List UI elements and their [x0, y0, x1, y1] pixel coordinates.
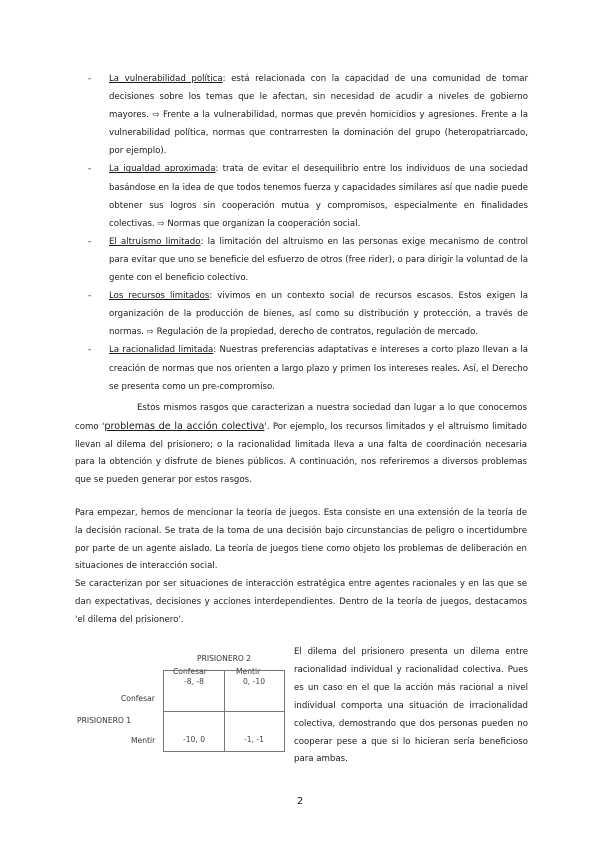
list-item	[88, 70, 528, 160]
paragraph-game-theory: Para empezar, hemos de mencionar la teoría de juegos. Esta consiste en una extensión de la teoría de la decisión racional. Se trata de la toma de una decisión bajo circunstancias de peligro o incertidumbre por parte de un agente aislado. La teoría de juegos tiene como objeto los problemas de deliberación en situaciones de interacción social.	[75, 508, 527, 572]
col-header-confesar: Confesar	[173, 667, 207, 676]
features-list	[88, 70, 528, 396]
grid-divider	[164, 711, 284, 712]
term-description: : está relacionada con la capacidad de una comunidad de tomar decisiones sobre los temas que le afectan, sin necesidad de acudir a niveles de gobierno mayores. ⇨ Frente a la vulnerabilidad, normas que prevén homicidios y agresiones. Frente a la vulnerabilidad política, normas que contrarresten la dominación del grupo (heteropatriarcado, por ejemplo).	[109, 74, 528, 157]
bullet-dash: -	[88, 345, 92, 356]
term: La vulnerabilidad política	[109, 74, 223, 84]
term: La racionalidad limitada	[109, 345, 214, 356]
cell-mentir-confesar: -10, 0	[182, 735, 206, 744]
player2-label: PRISIONERO 2	[197, 654, 252, 663]
cell-mentir-mentir: -1, -1	[244, 735, 264, 744]
term-description: : Nuestras preferencias adaptativas e intereses a corto plazo llevan a la creación de normas que nos orienten a largo plazo y primen los intereses reales. Así, el Derecho se presenta como un pre-compromiso.	[109, 345, 528, 392]
list-item	[88, 233, 528, 287]
term-description: : vivimos en un contexto social de recursos escasos. Estos exigen la organización de la producción de bienes, así como su distribución y protección, a través de normas. ⇨ Regulación de la propiedad, derecho de contratos, regulación de mercado.	[109, 291, 529, 338]
paragraph-collective-action: Estos mismos rasgos que caracterizan a nuestra sociedad dan lugar a lo que conocemos como 'problemas de la acción colectiva'. Por ejemplo, los recursos limitados y el altruismo limitado llevan al dilema del prisionero; o la racionalidad limitada lleva a una falta de coordinación necesaria para la obtención y disfrute de bienes públicos. A continuación, nos referiremos a diversos problemas que se pueden generar por estos rasgos.	[75, 403, 527, 486]
bullet-dash: -	[88, 74, 92, 84]
cell-confesar-mentir: 0, -10	[242, 677, 266, 686]
bullet-dash: -	[88, 291, 92, 302]
term: La igualdad aproximada	[109, 164, 216, 175]
highlight-phrase: problemas de la acción colectiva	[104, 420, 265, 432]
page-number: 2	[296, 796, 304, 807]
list-item	[88, 341, 528, 395]
term-description: : la limitación del altruismo en las personas exige mecanismo de control para evitar que uno se beneficie del esfuerzo de otros (free rider), o para dirigir la voluntad de la gente con el beneficio colectivo.	[109, 236, 529, 284]
payoff-grid	[163, 670, 285, 752]
term-description: : trata de evitar el desequilibrio entre los individuos de una sociedad basándose en la idea de que todos tenemos fuerza y capacidades similares así que nadie puede obtener sus logros sin cooperación mutua y compromisos, especialmente en finalidades colectivas. ⇨ Normas que organizan la cooperación social.	[109, 164, 528, 229]
term: El altruismo limitado	[109, 236, 201, 247]
term: Los recursos limitados	[109, 291, 210, 302]
dilemma-description: El dilema del prisionero presenta un dilema entre racionalidad individual y racionalidad colectiva. Pues es un caso en el que la acción más racional a nivel individual comporta una situación de irracionalidad colectiva, demostrando que dos personas pueden no cooperar pese a que si lo hicieran sería beneficioso para ambas.	[294, 647, 528, 765]
col-header-mentir: Mentir	[236, 667, 261, 676]
row-header-mentir: Mentir	[131, 736, 156, 745]
bullet-dash: -	[88, 236, 92, 247]
list-item	[88, 287, 528, 341]
row-header-confesar: Confesar	[121, 694, 155, 703]
paragraph-characteristics: Se caracterizan por ser situaciones de interacción estratégica entre agentes racionales y en las que se dan expectativas, decisiones y acciones interdependientes. Dentro de la teoría de juegos, destacamos 'el dilema del prisionero'.	[75, 579, 527, 625]
bullet-dash: -	[88, 164, 92, 175]
list-item	[88, 160, 528, 232]
cell-confesar-confesar: -8, -8	[184, 677, 204, 686]
player1-label: PRISIONERO 1	[77, 716, 132, 725]
